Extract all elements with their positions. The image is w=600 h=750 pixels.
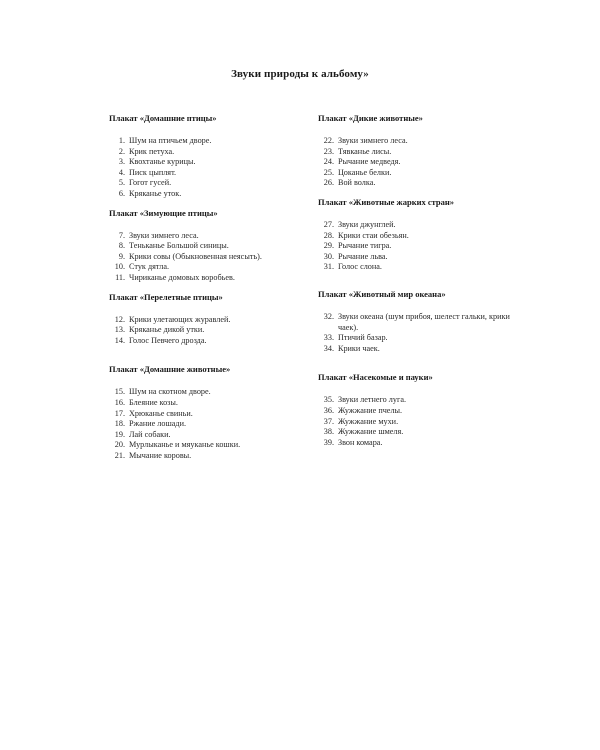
list-item: [318, 220, 518, 231]
item-text: Звон комара.: [338, 437, 383, 447]
list-item: [318, 136, 518, 147]
item-number: 20.: [114, 440, 125, 450]
item-list: [109, 315, 329, 347]
item-number: 27.: [323, 219, 334, 229]
list-item: [318, 427, 518, 438]
list-item: [109, 419, 329, 430]
right-column: [318, 113, 518, 448]
list-item: [109, 398, 329, 409]
list-item: [318, 344, 518, 355]
section-heading: Плакат «Домашние животные»: [109, 364, 231, 375]
section-heading: Плакат «Зимующие птицы»: [109, 207, 218, 218]
section-heading: Плакат «Животные жарких стран»: [318, 196, 455, 207]
item-text: Звуки зимнего леса.: [129, 230, 199, 240]
list-item: [109, 189, 329, 200]
list-item: [109, 387, 329, 398]
list-item: [318, 168, 518, 179]
item-number: 21.: [114, 450, 125, 460]
list-item: [318, 231, 518, 242]
list-item: [109, 440, 329, 451]
item-text: Шум на скотном дворе.: [129, 387, 211, 397]
item-text: Ржание лошади.: [129, 419, 187, 429]
item-number: 12.: [114, 314, 125, 324]
item-number: 39.: [323, 437, 334, 447]
section-ocean-life: [318, 289, 518, 354]
list-item: [318, 406, 518, 417]
item-text: Стук дятла.: [129, 262, 170, 272]
item-text: Рычание льва.: [338, 251, 388, 261]
item-text: Жужжание шмеля.: [338, 427, 404, 437]
item-text: Мычание коровы.: [129, 450, 192, 460]
item-text: Теньканье Большой синицы.: [129, 241, 229, 251]
item-list: [109, 387, 329, 461]
section-domestic-animals: [109, 364, 329, 461]
item-number: 7.: [118, 230, 125, 240]
item-text: Блеяние козы.: [129, 397, 178, 407]
item-text: Хрюканье свиньи.: [129, 408, 193, 418]
item-list: [318, 136, 518, 189]
section-heading: Плакат «Перелетные птицы»: [109, 291, 223, 302]
item-text: Крики чаек.: [338, 343, 380, 353]
item-number: 9.: [118, 251, 125, 261]
item-text: Крики стаи обезьян.: [338, 230, 409, 240]
item-list: [318, 395, 518, 448]
item-text: Звуки океана (шум прибоя, шелест гальки, крики чаек).: [338, 311, 510, 332]
item-text: Крики совы (Обыкновенная неясыть).: [129, 251, 262, 261]
item-number: 5.: [118, 178, 125, 188]
item-number: 15.: [114, 387, 125, 397]
section-heading: Плакат «Животный мир океана»: [318, 288, 446, 299]
item-number: 30.: [323, 251, 334, 261]
section-migratory-birds: [109, 292, 329, 347]
list-item: [318, 252, 518, 263]
list-item: [109, 252, 329, 263]
item-text: Голос Певчего дрозда.: [129, 335, 207, 345]
item-number: 6.: [118, 188, 125, 198]
list-item: [109, 262, 329, 273]
list-item: [109, 336, 329, 347]
list-item: [109, 157, 329, 168]
list-item: [318, 241, 518, 252]
item-number: 25.: [323, 167, 334, 177]
item-number: 38.: [323, 427, 334, 437]
list-item: [109, 241, 329, 252]
item-text: Кряканье уток.: [129, 188, 182, 198]
item-number: 34.: [323, 343, 334, 353]
item-text: Рычание медведя.: [338, 157, 401, 167]
item-text: Звуки летнего луга.: [338, 395, 407, 405]
list-item: [318, 312, 518, 333]
item-number: 26.: [323, 178, 334, 188]
item-text: Квохтанье курицы.: [129, 157, 196, 167]
item-number: 37.: [323, 416, 334, 426]
item-list: [109, 231, 329, 284]
list-item: [109, 136, 329, 147]
section-wild-animals: [318, 113, 518, 189]
list-item: [318, 157, 518, 168]
item-text: Вой волка.: [338, 178, 376, 188]
item-number: 24.: [323, 157, 334, 167]
left-column: [109, 113, 329, 461]
item-number: 16.: [114, 397, 125, 407]
list-item: [318, 417, 518, 428]
item-number: 8.: [118, 241, 125, 251]
item-number: 13.: [114, 325, 125, 335]
item-text: Звуки зимнего леса.: [338, 136, 408, 145]
item-text: Крик петуха.: [129, 146, 175, 156]
list-item: [109, 409, 329, 420]
section-insects-spiders: [318, 372, 518, 448]
section-wintering-birds: [109, 208, 329, 284]
item-number: 17.: [114, 408, 125, 418]
item-text: Рычание тигра.: [338, 241, 392, 251]
list-item: [109, 451, 329, 462]
item-number: 23.: [323, 146, 334, 156]
list-item: [109, 273, 329, 284]
item-number: 1.: [118, 136, 125, 145]
list-item: [109, 231, 329, 242]
list-item: [109, 168, 329, 179]
item-text: Птичий базар.: [338, 333, 388, 343]
item-number: 28.: [323, 230, 334, 240]
item-number: 3.: [118, 157, 125, 167]
item-number: 32.: [323, 311, 334, 321]
list-item: [109, 325, 329, 336]
item-text: Мурлыканье и мяуканье кошки.: [129, 440, 241, 450]
item-text: Крики улетающих журавлей.: [129, 314, 231, 324]
item-number: 31.: [323, 262, 334, 272]
item-text: Гогот гусей.: [129, 178, 172, 188]
section-heading: Плакат «Насекомые и пауки»: [318, 372, 433, 383]
section-domestic-birds: [109, 113, 329, 200]
list-item: [109, 315, 329, 326]
item-number: 10.: [114, 262, 125, 272]
list-item: [318, 438, 518, 449]
item-text: Кряканье дикой утки.: [129, 325, 205, 335]
item-number: 29.: [323, 241, 334, 251]
section-tropical-animals: [318, 197, 518, 273]
item-text: Жужжание пчелы.: [338, 405, 403, 415]
item-text: Чириканье домовых воробьев.: [129, 272, 235, 282]
item-number: 35.: [323, 395, 334, 405]
list-item: [109, 178, 329, 189]
item-number: 2.: [118, 146, 125, 156]
item-number: 22.: [323, 136, 334, 145]
item-number: 33.: [323, 333, 334, 343]
item-number: 19.: [114, 429, 125, 439]
list-item: [318, 262, 518, 273]
item-list: [109, 136, 329, 200]
list-item: [109, 430, 329, 441]
item-number: 11.: [115, 272, 125, 282]
list-item: [318, 147, 518, 158]
item-text: Звуки джунглей.: [338, 219, 396, 229]
list-item: [318, 395, 518, 406]
item-text: Жужжание мухи.: [338, 416, 399, 426]
item-text: Писк цыплят.: [129, 167, 177, 177]
item-list: [318, 312, 518, 354]
item-text: Голос слона.: [338, 262, 382, 272]
list-item: [318, 333, 518, 344]
section-heading: Плакат «Дикие животные»: [318, 113, 423, 123]
list-item: [318, 178, 518, 189]
item-number: 4.: [118, 167, 125, 177]
item-number: 14.: [114, 335, 125, 345]
item-text: Цоканье белки.: [338, 167, 392, 177]
section-heading: Плакат «Домашние птицы»: [109, 113, 217, 123]
item-text: Шум на птичьем дворе.: [129, 136, 212, 145]
item-text: Тявканье лисы.: [338, 146, 392, 156]
item-number: 36.: [323, 405, 334, 415]
item-number: 18.: [114, 419, 125, 429]
list-item: [109, 147, 329, 158]
item-text: Лай собаки.: [129, 429, 171, 439]
item-list: [318, 220, 518, 273]
page-title: Звуки природы к альбому»: [231, 68, 369, 80]
